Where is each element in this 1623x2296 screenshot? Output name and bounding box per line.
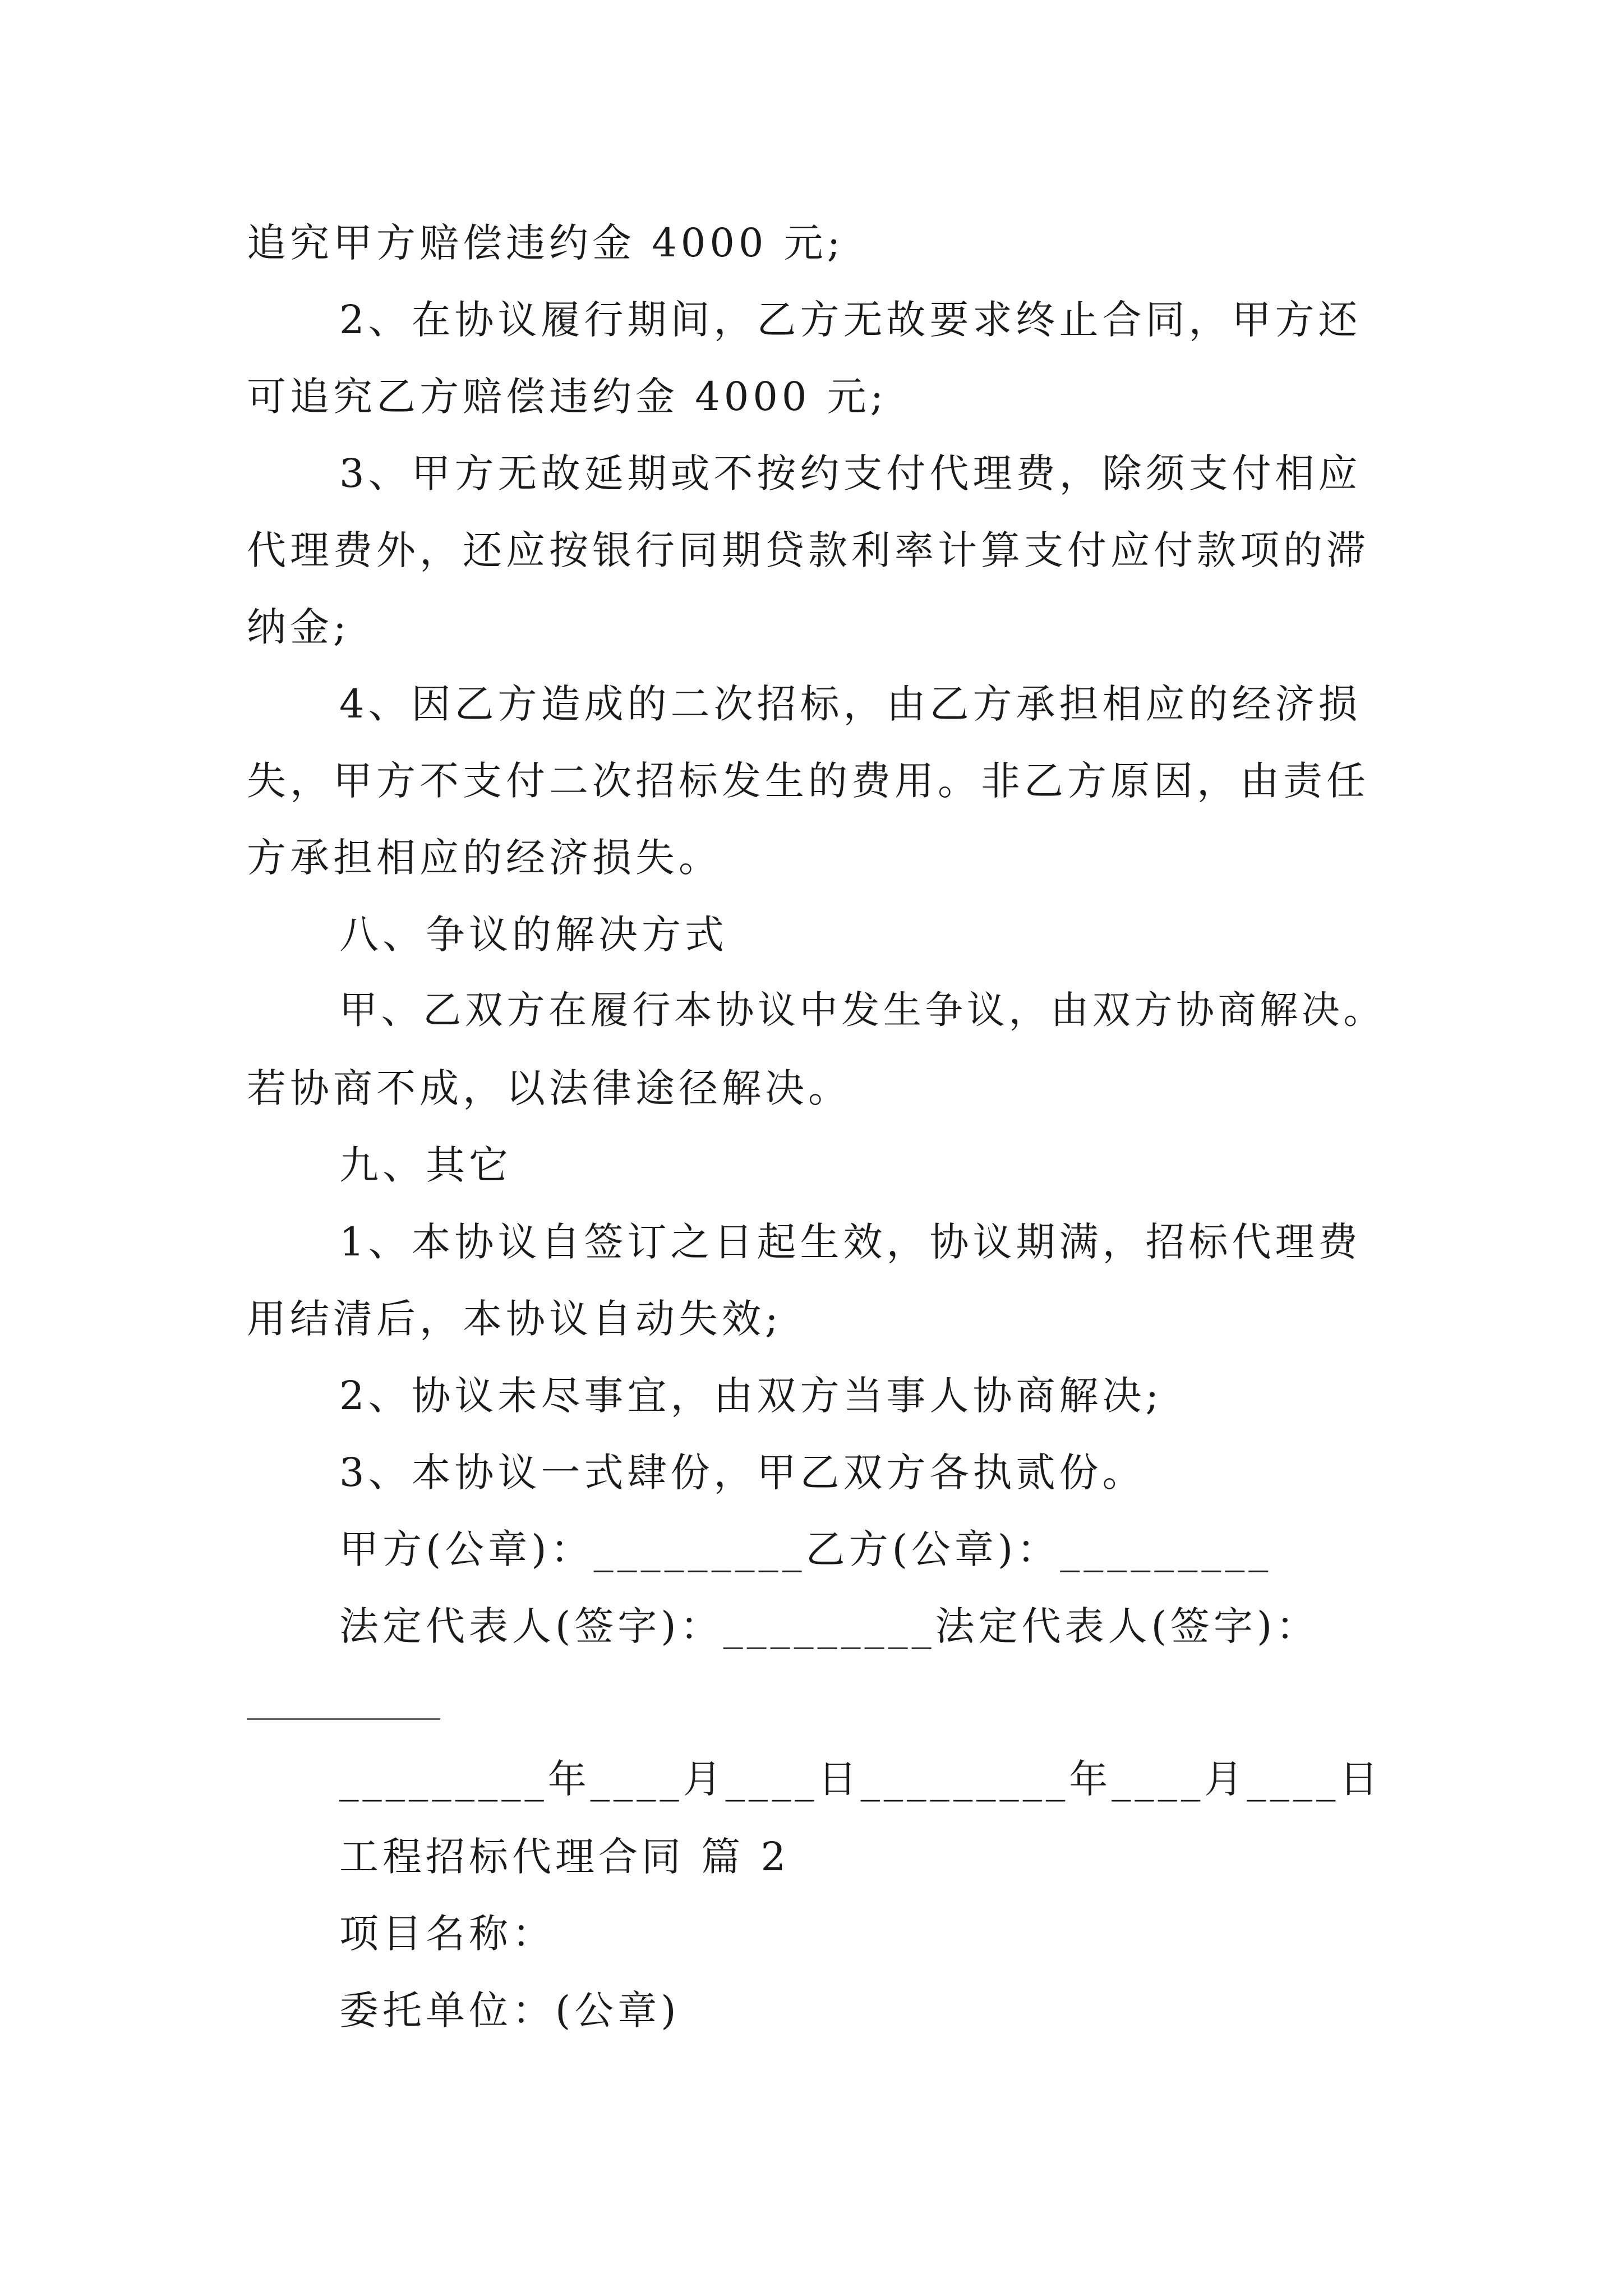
text-line-14: 1、本协议自签订之日起生效，协议期满，招标代理费 <box>339 1219 1362 1265</box>
project-name-line: 项目名称： <box>339 1911 555 1957</box>
text-line-15: 用结清后，本协议自动失效; <box>247 1296 782 1342</box>
text-line-11: 甲、乙双方在履行本协议中发生争议，由双方协商解决。 <box>339 988 1386 1033</box>
text-line-3: 可追究乙方赔偿违约金 4000 元; <box>247 374 888 420</box>
client-unit-line: 委托单位：(公章) <box>339 1987 680 2033</box>
section-heading-8: 八、争议的解决方式 <box>339 912 728 958</box>
party-seal-line: 甲方(公章)：_________乙方(公章)：_________ <box>339 1526 1272 1572</box>
text-line-5: 代理费外，还应按银行同期贷款利率计算支付应付款项的滞 <box>247 527 1370 573</box>
text-line-7: 4、因乙方造成的二次招标，由乙方承担相应的经济损 <box>339 681 1362 727</box>
text-line-6: 纳金; <box>247 604 351 650</box>
section-heading-9: 九、其它 <box>339 1142 512 1188</box>
text-line-17: 3、本协议一式肆份，甲乙双方各执贰份。 <box>339 1450 1146 1496</box>
text-line-8: 失，甲方不支付二次招标发生的费用。非乙方原因，由责任 <box>247 758 1370 804</box>
date-line: _________年____月____日_________年____月____日 <box>339 1757 1382 1802</box>
text-line-16: 2、协议未尽事宜，由双方当事人协商解决; <box>339 1373 1163 1419</box>
text-line-2: 2、在协议履行期间，乙方无故要求终止合同，甲方还 <box>339 297 1362 343</box>
text-line-1: 追究甲方赔偿违约金 4000 元; <box>247 220 845 266</box>
legal-rep-signature-line: 法定代表人(签字)：_________法定代表人(签字)： <box>339 1603 1320 1649</box>
signature-blank-rule <box>247 1718 440 1720</box>
text-line-4: 3、甲方无故延期或不按约支付代理费，除须支付相应 <box>339 450 1362 496</box>
text-line-12: 若协商不成，以法律途径解决。 <box>247 1065 851 1111</box>
contract-title-part-2: 工程招标代理合同 篇 2 <box>339 1834 790 1880</box>
text-line-9: 方承担相应的经济损失。 <box>247 835 722 881</box>
